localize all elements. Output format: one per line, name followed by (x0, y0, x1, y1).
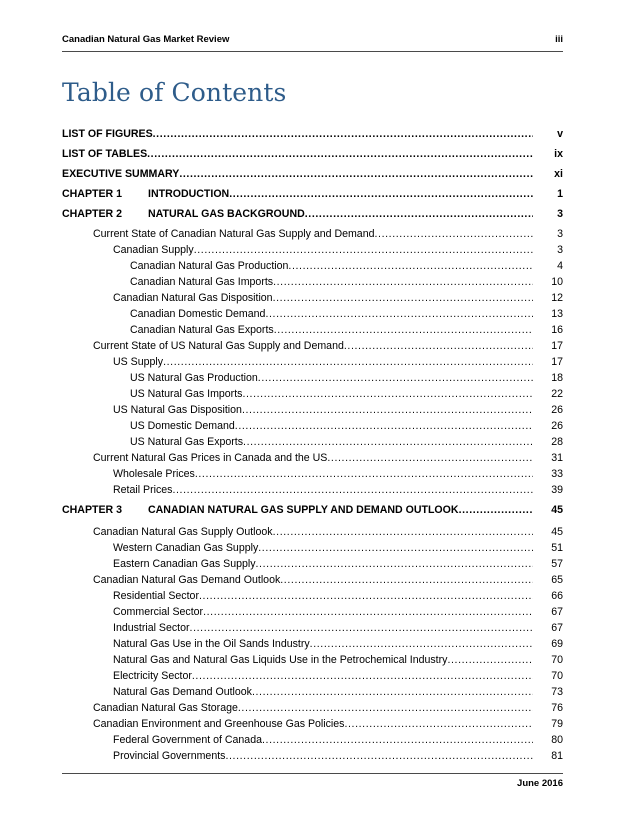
toc-entry-label: CANADIAN NATURAL GAS SUPPLY AND DEMAND OUTLOOK (148, 504, 459, 516)
toc-entry-page: 26 (551, 404, 563, 416)
toc-entry-label: Federal Government of Canada (113, 734, 262, 746)
toc-entry[interactable] (62, 555, 563, 571)
header-title: Canadian Natural Gas Market Review (62, 34, 230, 45)
toc-entry-page: 70 (551, 654, 563, 666)
toc-entry[interactable] (62, 571, 563, 587)
toc-entry[interactable] (62, 587, 563, 603)
toc-entry-page: 1 (557, 188, 563, 200)
toc-entry-page: 79 (551, 718, 563, 730)
toc-entry-label: US Natural Gas Production (130, 372, 258, 384)
toc-entry-page: 3 (557, 244, 563, 256)
toc-entry[interactable] (62, 241, 563, 257)
toc-entry-label: Industrial Sector (113, 622, 190, 634)
toc-entry-page: 69 (551, 638, 563, 650)
toc-entry[interactable] (62, 619, 563, 635)
toc-entry-label: INTRODUCTION (148, 188, 230, 200)
toc-entry-label: Canadian Natural Gas Disposition (113, 292, 273, 304)
toc-entry-list-of-figures[interactable] (62, 125, 563, 141)
toc-entry[interactable] (62, 321, 563, 337)
toc-entry-page: 76 (551, 702, 563, 714)
toc-entry-page: 45 (551, 526, 563, 538)
toc-entry-page: 12 (551, 292, 563, 304)
toc-entry[interactable] (62, 635, 563, 651)
toc-entry-label: Wholesale Prices (113, 468, 195, 480)
toc-entry-label: Eastern Canadian Gas Supply (113, 558, 256, 570)
toc-entry-page: xi (554, 168, 563, 180)
toc-entry[interactable] (62, 731, 563, 747)
toc-entry-page: ix (554, 148, 563, 160)
toc-entry-page: v (557, 128, 563, 140)
toc-entry-chapter-3[interactable] (62, 501, 563, 517)
toc-entry[interactable] (62, 603, 563, 619)
toc-entry[interactable] (62, 417, 563, 433)
toc-entry-page: 70 (551, 670, 563, 682)
page-title: Table of Contents (62, 78, 287, 107)
toc-entry-label: Natural Gas Use in the Oil Sands Industry (113, 638, 310, 650)
toc-entry-label: EXECUTIVE SUMMARY (62, 168, 180, 180)
toc-entry-page: 16 (551, 324, 563, 336)
toc-entry[interactable] (62, 449, 563, 465)
toc-entry[interactable] (62, 699, 563, 715)
toc-entry-page: 81 (551, 750, 563, 762)
toc-entry-label: Natural Gas Demand Outlook (113, 686, 252, 698)
toc-entry[interactable] (62, 337, 563, 353)
toc-entry[interactable] (62, 715, 563, 731)
toc-entry-page: 22 (551, 388, 563, 400)
toc-entry[interactable] (62, 651, 563, 667)
toc-entry-label: Canadian Natural Gas Production (130, 260, 289, 272)
toc-entry-label: Canadian Natural Gas Exports (130, 324, 274, 336)
toc-entry-chapter-2[interactable] (62, 205, 563, 221)
toc-entry-label: Canadian Environment and Greenhouse Gas Policies (93, 718, 345, 730)
toc-entry-page: 18 (551, 372, 563, 384)
toc-entry-label: Commercial Sector (113, 606, 204, 618)
toc-entry-page: 3 (557, 208, 563, 220)
toc-entry-page: 17 (551, 356, 563, 368)
toc-entry-label: LIST OF FIGURES (62, 128, 153, 140)
table-of-contents (62, 125, 563, 763)
toc-entry-page: 80 (551, 734, 563, 746)
toc-entry-label: US Supply (113, 356, 164, 368)
toc-entry-label: US Natural Gas Disposition (113, 404, 242, 416)
toc-entry-label: Current Natural Gas Prices in Canada and the US (93, 452, 328, 464)
toc-entry[interactable] (62, 683, 563, 699)
toc-entry-label: Provincial Governments (113, 750, 226, 762)
chapter-number: CHAPTER 3 (62, 504, 123, 516)
toc-entry[interactable] (62, 273, 563, 289)
toc-entry-page: 51 (551, 542, 563, 554)
toc-entry-chapter-1[interactable] (62, 185, 563, 201)
toc-entry[interactable] (62, 289, 563, 305)
toc-entry-page: 39 (551, 484, 563, 496)
toc-entry-page: 10 (551, 276, 563, 288)
toc-entry-page: 73 (551, 686, 563, 698)
footer-date: June 2016 (517, 778, 563, 789)
toc-entry-label: Canadian Supply (113, 244, 194, 256)
toc-entry-page: 33 (551, 468, 563, 480)
toc-entry[interactable] (62, 539, 563, 555)
header-page-number: iii (555, 34, 563, 45)
toc-entry-page: 65 (551, 574, 563, 586)
toc-entry-page: 57 (551, 558, 563, 570)
toc-entry-label: Residential Sector (113, 590, 199, 602)
toc-entry[interactable] (62, 305, 563, 321)
chapter-number: CHAPTER 2 (62, 208, 123, 220)
toc-entry-page: 28 (551, 436, 563, 448)
toc-entry[interactable] (62, 481, 563, 497)
toc-entry-label: NATURAL GAS BACKGROUND (148, 208, 305, 220)
running-header (62, 34, 563, 48)
toc-entry-page: 13 (551, 308, 563, 320)
toc-entry-label: Canadian Natural Gas Imports (130, 276, 274, 288)
toc-entry-page: 67 (551, 606, 563, 618)
toc-entry[interactable] (62, 747, 563, 763)
chapter-number: CHAPTER 1 (62, 188, 123, 200)
toc-entry-page: 17 (551, 340, 563, 352)
toc-entry[interactable] (62, 385, 563, 401)
toc-entry-label: US Domestic Demand (130, 420, 235, 432)
toc-entry[interactable] (62, 369, 563, 385)
footer-rule (62, 773, 563, 774)
toc-entry[interactable] (62, 523, 563, 539)
toc-entry-label: Current State of Canadian Natural Gas Supply and Demand (93, 228, 375, 240)
toc-entry-label: Current State of US Natural Gas Supply and Demand (93, 340, 344, 352)
toc-entry[interactable] (62, 257, 563, 273)
toc-entry-page: 26 (551, 420, 563, 432)
toc-entry-label: US Natural Gas Exports (130, 436, 244, 448)
toc-entry-page: 31 (551, 452, 563, 464)
toc-entry-list-of-tables[interactable] (62, 145, 563, 161)
toc-entry-page: 4 (557, 260, 563, 272)
toc-entry[interactable] (62, 353, 563, 369)
toc-entry-label: Electricity Sector (113, 670, 192, 682)
toc-entry-label: Canadian Domestic Demand (130, 308, 266, 320)
toc-entry-label: LIST OF TABLES (62, 148, 148, 160)
toc-entry-label: Canadian Natural Gas Supply Outlook (93, 526, 273, 538)
toc-entry-executive-summary[interactable] (62, 165, 563, 181)
toc-entry[interactable] (62, 225, 563, 241)
toc-entry[interactable] (62, 667, 563, 683)
toc-entry-label: US Natural Gas Imports (130, 388, 243, 400)
toc-entry[interactable] (62, 433, 563, 449)
toc-entry-page: 66 (551, 590, 563, 602)
toc-entry-page: 45 (551, 504, 563, 516)
toc-entry-page: 3 (557, 228, 563, 240)
toc-entry-label: Natural Gas and Natural Gas Liquids Use in the Petrochemical Industry (113, 654, 448, 666)
toc-entry-label: Canadian Natural Gas Demand Outlook (93, 574, 281, 586)
toc-entry-page: 67 (551, 622, 563, 634)
header-rule (62, 51, 563, 52)
toc-entry-label: Canadian Natural Gas Storage (93, 702, 238, 714)
toc-entry-label: Western Canadian Gas Supply (113, 542, 259, 554)
toc-entry-label: Retail Prices (113, 484, 173, 496)
toc-entry[interactable] (62, 465, 563, 481)
toc-entry[interactable] (62, 401, 563, 417)
